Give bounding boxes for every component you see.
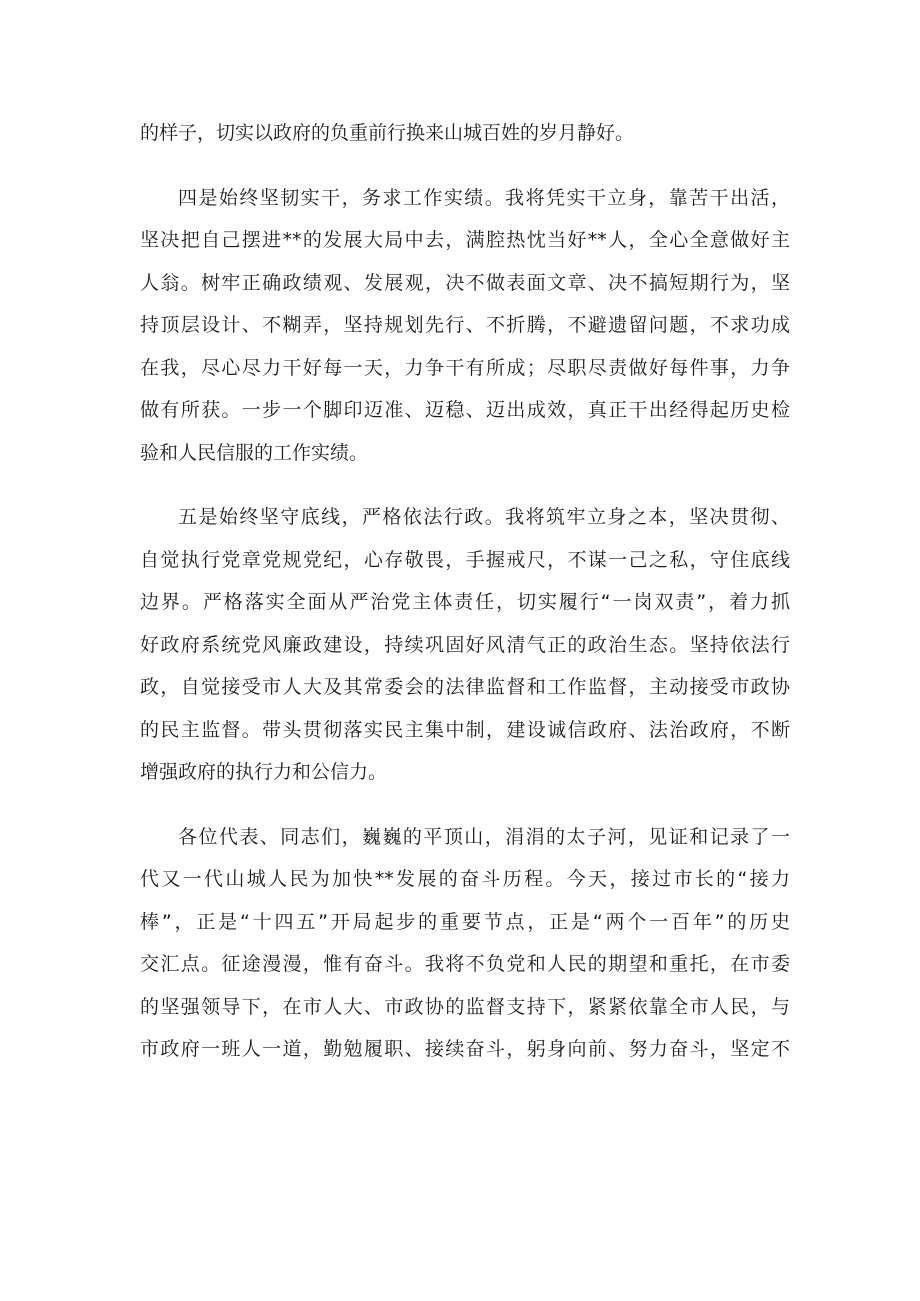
text-line: 坚决把自己摆进**的发展大局中去，满腔热忱当好**人，全心全意做好主 (140, 229, 790, 251)
paragraph-continuation (140, 112, 790, 155)
text-line: 在我，尽心尽力干好每一天，力争干有所成；尽职尽责做好每件事，力争 (140, 356, 790, 379)
text-line: 的民主监督。带头贯彻落实民主集中制，建设诚信政府、法治政府，不断 (140, 718, 790, 741)
text-line: 市政府一班人一道，勤勉履职、接续奋斗，躬身向前、努力奋斗，坚定不 (140, 1038, 790, 1060)
document-body (140, 112, 790, 1093)
text-line: 好政府系统党风廉政建设，持续巩固好风清气正的政治生态。坚持依法行 (140, 633, 790, 656)
text-line: 四是始终坚韧实干，务求工作实绩。我将凭实干立身，靠苦干出活， (178, 186, 790, 209)
text-line: 验和人民信服的工作实绩。 (140, 441, 369, 464)
text-line: 各位代表、同志们，巍巍的平顶山，涓涓的太子河，见证和记录了一 (178, 825, 790, 848)
paragraph-point-5 (140, 496, 790, 794)
text-line: 交汇点。征途漫漫，惟有奋斗。我将不负党和人民的期望和重托，在市委 (140, 953, 790, 975)
paragraph-closing (140, 816, 790, 1071)
text-line: 做有所获。一步一个脚印迈准、迈稳、迈出成效，真正干出经得起历史检 (140, 399, 790, 421)
text-line: 自觉执行党章党规党纪，心存敬畏，手握戒尺，不谋一己之私，守住底线 (140, 548, 790, 571)
text-line: 政，自觉接受市人大及其常委会的法律监督和工作监督，主动接受市政协 (140, 676, 790, 698)
text-line: 边界。严格落实全面从严治党主体责任，切实履行“一岗双责”，着力抓 (140, 591, 790, 613)
text-line: 的坚强领导下，在市人大、市政协的监督支持下，紧紧依靠全市人民，与 (140, 995, 790, 1018)
text-line: 持顶层设计、不糊弄，坚持规划先行、不折腾，不避遗留问题，不求功成 (140, 314, 790, 336)
text-line: 棒”，正是“十四五”开局起步的重要节点，正是“两个一百年”的历史 (140, 910, 790, 933)
text-line: 五是始终坚守底线，严格依法行政。我将筑牢立身之本，坚决贯彻、 (178, 506, 790, 528)
text-line: 的样子，切实以政府的负重前行换来山城百姓的岁月静好。 (140, 122, 635, 144)
text-line: 人翁。树牢正确政绩观、发展观，决不做表面文章、决不搞短期行为，坚 (140, 271, 790, 294)
text-line: 增强政府的执行力和公信力。 (140, 761, 388, 783)
text-line: 代又一代山城人民为加快**发展的奋斗历程。今天，接过市长的“接力 (140, 868, 790, 890)
paragraph-point-4 (140, 177, 790, 475)
